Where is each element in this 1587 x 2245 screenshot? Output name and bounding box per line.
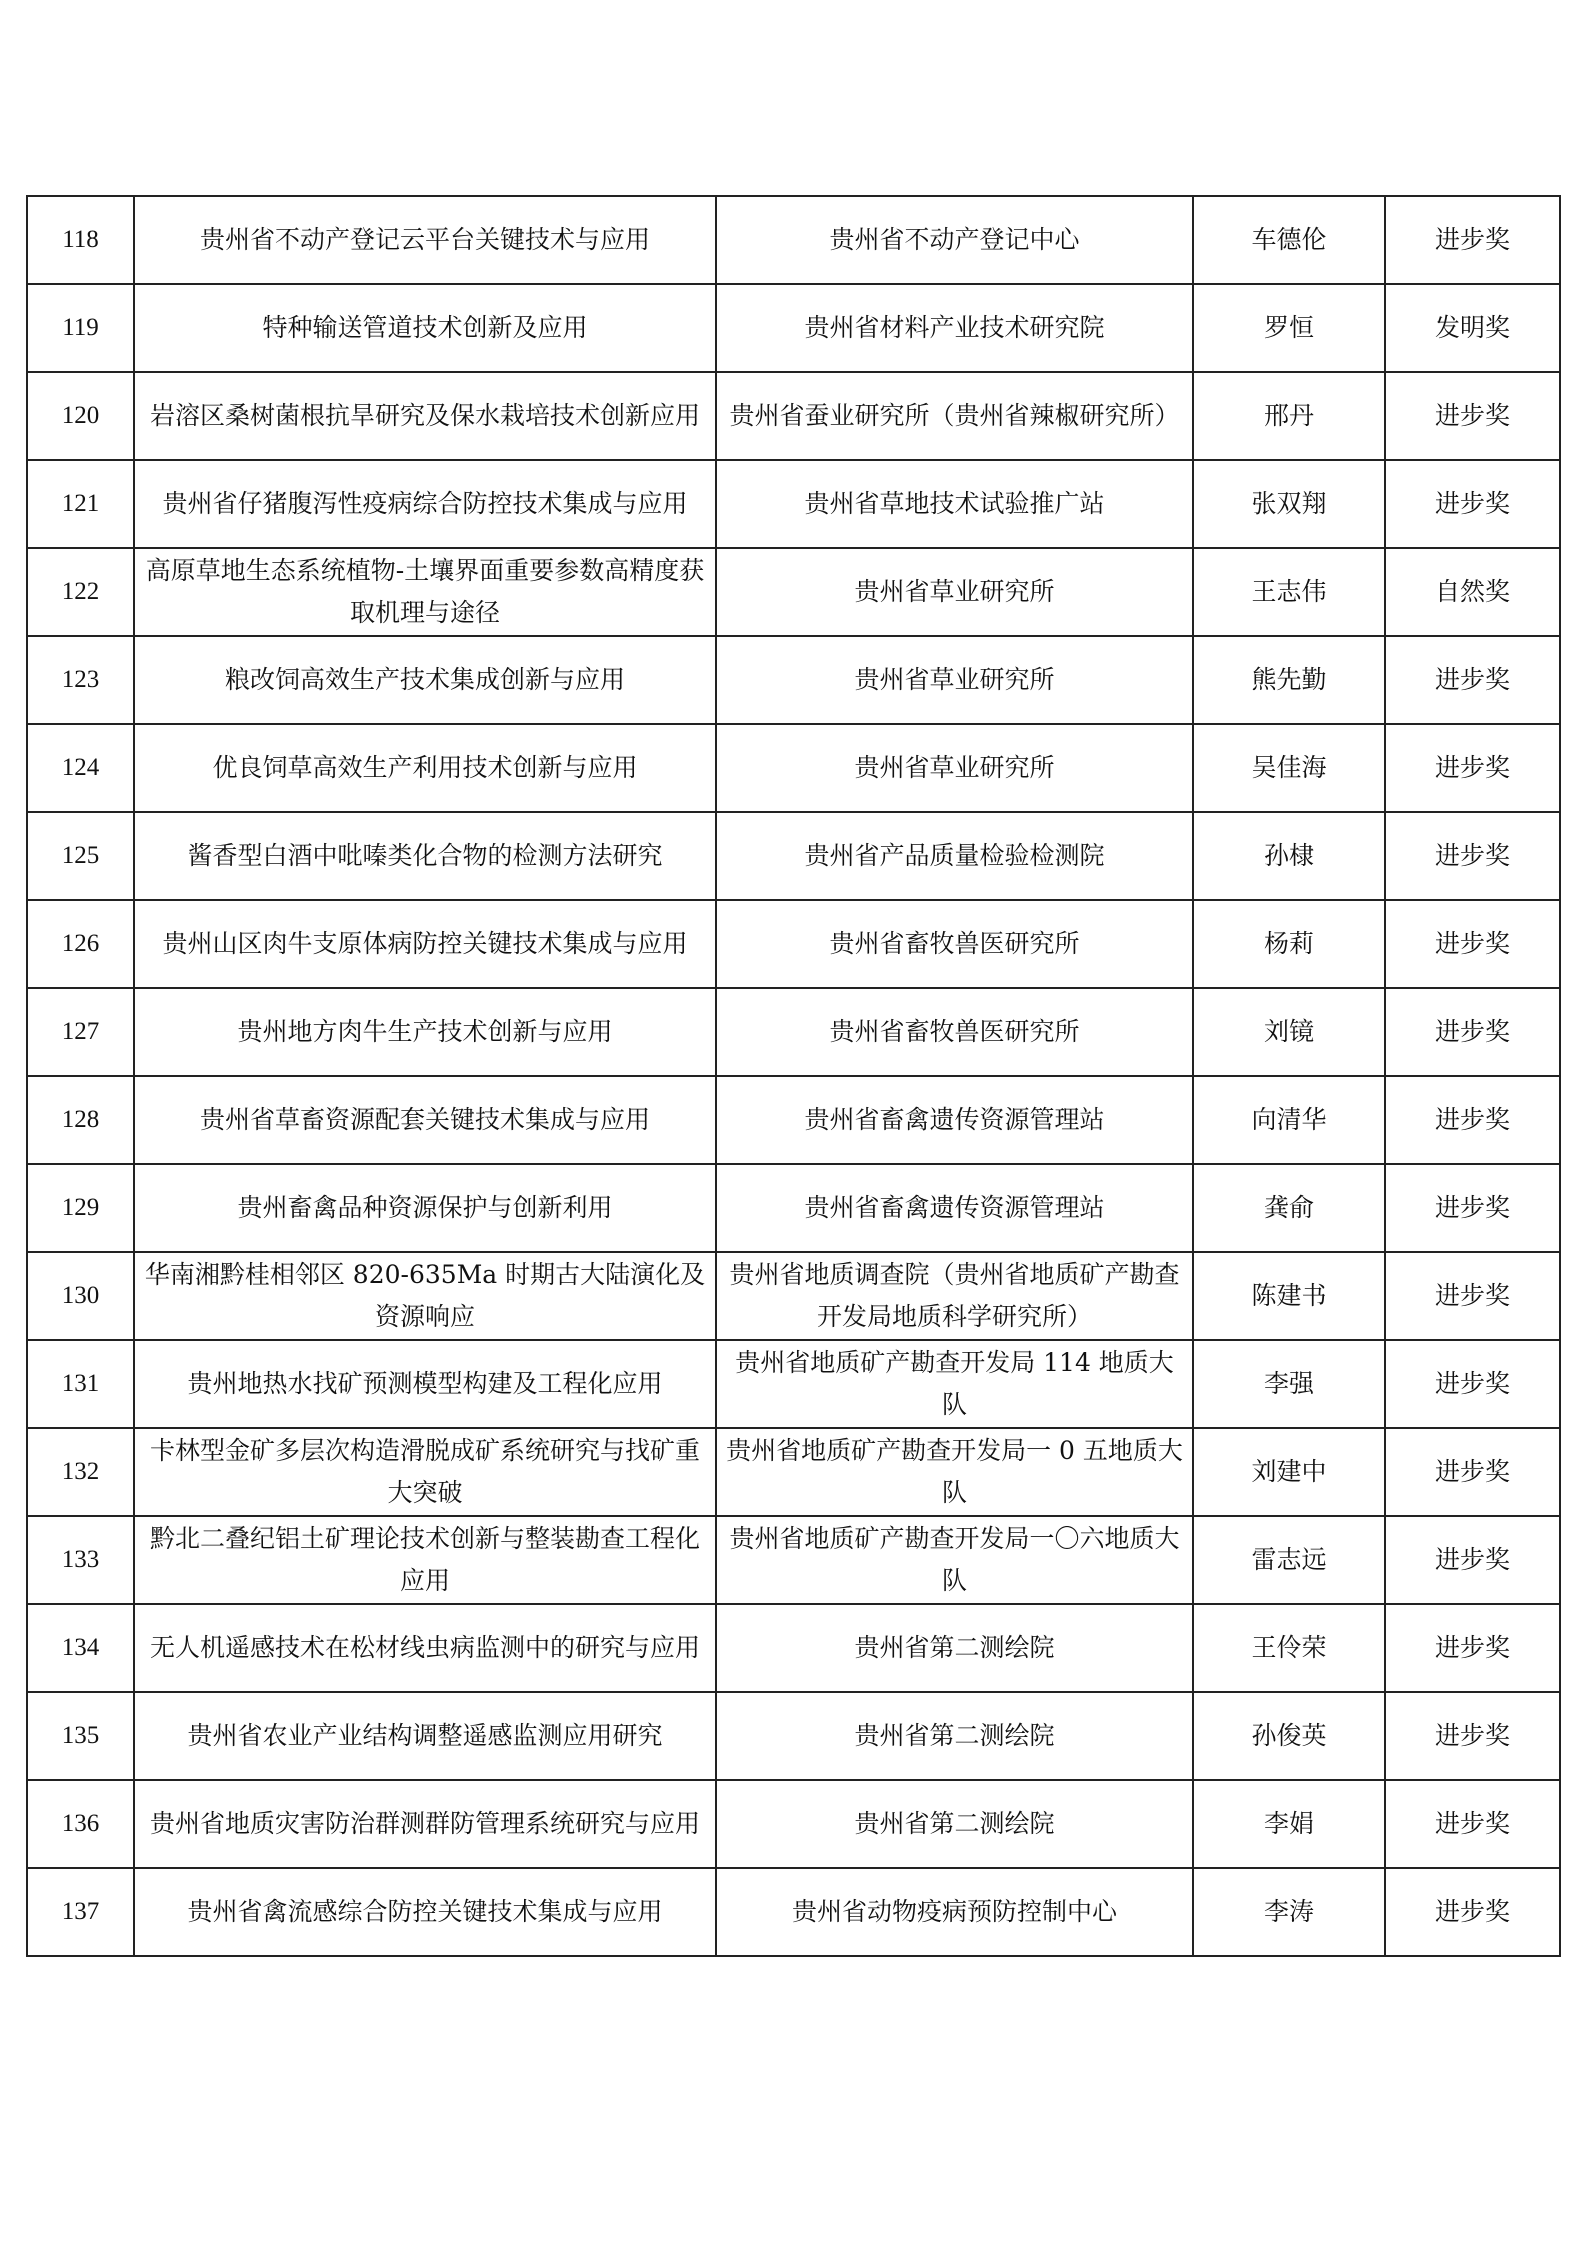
row-number: 133 [27,1516,134,1604]
person-name: 杨莉 [1193,900,1385,988]
unit-name: 贵州省第二测绘院 [716,1692,1193,1780]
award-type: 进步奖 [1385,1428,1560,1516]
person-name: 张双翔 [1193,460,1385,548]
person-name: 雷志远 [1193,1516,1385,1604]
award-type: 进步奖 [1385,1252,1560,1340]
person-name: 车德伦 [1193,196,1385,284]
table-row [27,636,1560,724]
table-row [27,812,1560,900]
project-name: 贵州地热水找矿预测模型构建及工程化应用 [134,1340,716,1428]
person-name: 刘镜 [1193,988,1385,1076]
table-row [27,548,1560,636]
table-row [27,196,1560,284]
row-number: 129 [27,1164,134,1252]
table-row [27,1076,1560,1164]
person-name: 吴佳海 [1193,724,1385,812]
row-number: 136 [27,1780,134,1868]
row-number: 120 [27,372,134,460]
unit-name: 贵州省产品质量检验检测院 [716,812,1193,900]
project-name: 粮改饲高效生产技术集成创新与应用 [134,636,716,724]
unit-name: 贵州省畜禽遗传资源管理站 [716,1076,1193,1164]
table-row [27,988,1560,1076]
project-name: 优良饲草高效生产利用技术创新与应用 [134,724,716,812]
row-number: 124 [27,724,134,812]
project-name: 贵州畜禽品种资源保护与创新利用 [134,1164,716,1252]
table-row [27,1252,1560,1340]
unit-name: 贵州省畜牧兽医研究所 [716,988,1193,1076]
project-name: 贵州省地质灾害防治群测群防管理系统研究与应用 [134,1780,716,1868]
unit-name: 贵州省畜禽遗传资源管理站 [716,1164,1193,1252]
table-row [27,900,1560,988]
person-name: 李涛 [1193,1868,1385,1956]
project-name: 贵州地方肉牛生产技术创新与应用 [134,988,716,1076]
table-row [27,284,1560,372]
awards-table-body [27,196,1560,1956]
person-name: 龚俞 [1193,1164,1385,1252]
award-type: 进步奖 [1385,988,1560,1076]
table-row [27,1516,1560,1604]
person-name: 陈建书 [1193,1252,1385,1340]
row-number: 132 [27,1428,134,1516]
award-type: 发明奖 [1385,284,1560,372]
row-number: 119 [27,284,134,372]
row-number: 126 [27,900,134,988]
award-type: 进步奖 [1385,372,1560,460]
unit-name: 贵州省动物疫病预防控制中心 [716,1868,1193,1956]
project-name: 特种输送管道技术创新及应用 [134,284,716,372]
unit-name: 贵州省材料产业技术研究院 [716,284,1193,372]
row-number: 121 [27,460,134,548]
row-number: 122 [27,548,134,636]
table-row [27,1428,1560,1516]
award-type: 进步奖 [1385,1780,1560,1868]
person-name: 孙俊英 [1193,1692,1385,1780]
person-name: 王伶荣 [1193,1604,1385,1692]
person-name: 罗恒 [1193,284,1385,372]
unit-name: 贵州省地质矿产勘查开发局 114 地质大队 [716,1340,1193,1428]
row-number: 134 [27,1604,134,1692]
row-number: 128 [27,1076,134,1164]
award-type: 进步奖 [1385,900,1560,988]
project-name: 酱香型白酒中吡嗪类化合物的检测方法研究 [134,812,716,900]
award-type: 进步奖 [1385,1340,1560,1428]
row-number: 131 [27,1340,134,1428]
row-number: 125 [27,812,134,900]
award-type: 进步奖 [1385,812,1560,900]
award-type: 进步奖 [1385,1164,1560,1252]
project-name: 贵州山区肉牛支原体病防控关键技术集成与应用 [134,900,716,988]
award-type: 自然奖 [1385,548,1560,636]
person-name: 邢丹 [1193,372,1385,460]
project-name: 贵州省仔猪腹泻性疫病综合防控技术集成与应用 [134,460,716,548]
person-name: 向清华 [1193,1076,1385,1164]
unit-name: 贵州省不动产登记中心 [716,196,1193,284]
person-name: 王志伟 [1193,548,1385,636]
table-row [27,1692,1560,1780]
person-name: 熊先勤 [1193,636,1385,724]
unit-name: 贵州省蚕业研究所（贵州省辣椒研究所） [716,372,1193,460]
project-name: 岩溶区桑树菌根抗旱研究及保水栽培技术创新应用 [134,372,716,460]
table-row [27,460,1560,548]
table-row [27,1604,1560,1692]
award-type: 进步奖 [1385,196,1560,284]
unit-name: 贵州省畜牧兽医研究所 [716,900,1193,988]
award-type: 进步奖 [1385,1516,1560,1604]
project-name: 贵州省禽流感综合防控关键技术集成与应用 [134,1868,716,1956]
project-name: 贵州省农业产业结构调整遥感监测应用研究 [134,1692,716,1780]
table-row [27,1868,1560,1956]
table-row [27,372,1560,460]
award-type: 进步奖 [1385,1868,1560,1956]
row-number: 123 [27,636,134,724]
table-row [27,1340,1560,1428]
unit-name: 贵州省第二测绘院 [716,1780,1193,1868]
unit-name: 贵州省第二测绘院 [716,1604,1193,1692]
unit-name: 贵州省地质调查院（贵州省地质矿产勘查开发局地质科学研究所） [716,1252,1193,1340]
project-name: 高原草地生态系统植物-土壤界面重要参数高精度获取机理与途径 [134,548,716,636]
row-number: 137 [27,1868,134,1956]
person-name: 孙棣 [1193,812,1385,900]
unit-name: 贵州省草业研究所 [716,636,1193,724]
project-name: 华南湘黔桂相邻区 820-635Ma 时期古大陆演化及资源响应 [134,1252,716,1340]
person-name: 李娟 [1193,1780,1385,1868]
person-name: 李强 [1193,1340,1385,1428]
project-name: 卡林型金矿多层次构造滑脱成矿系统研究与找矿重大突破 [134,1428,716,1516]
unit-name: 贵州省草地技术试验推广站 [716,460,1193,548]
project-name: 贵州省草畜资源配套关键技术集成与应用 [134,1076,716,1164]
row-number: 130 [27,1252,134,1340]
project-name: 无人机遥感技术在松材线虫病监测中的研究与应用 [134,1604,716,1692]
person-name: 刘建中 [1193,1428,1385,1516]
awards-table [26,195,1561,1957]
table-row [27,1780,1560,1868]
table-row [27,724,1560,812]
unit-name: 贵州省草业研究所 [716,724,1193,812]
award-type: 进步奖 [1385,460,1560,548]
award-type: 进步奖 [1385,1692,1560,1780]
row-number: 118 [27,196,134,284]
unit-name: 贵州省草业研究所 [716,548,1193,636]
award-type: 进步奖 [1385,636,1560,724]
award-type: 进步奖 [1385,724,1560,812]
unit-name: 贵州省地质矿产勘查开发局一〇六地质大队 [716,1516,1193,1604]
award-type: 进步奖 [1385,1604,1560,1692]
table-row [27,1164,1560,1252]
award-type: 进步奖 [1385,1076,1560,1164]
row-number: 135 [27,1692,134,1780]
row-number: 127 [27,988,134,1076]
project-name: 黔北二叠纪铝土矿理论技术创新与整装勘查工程化应用 [134,1516,716,1604]
unit-name: 贵州省地质矿产勘查开发局一 0 五地质大队 [716,1428,1193,1516]
project-name: 贵州省不动产登记云平台关键技术与应用 [134,196,716,284]
